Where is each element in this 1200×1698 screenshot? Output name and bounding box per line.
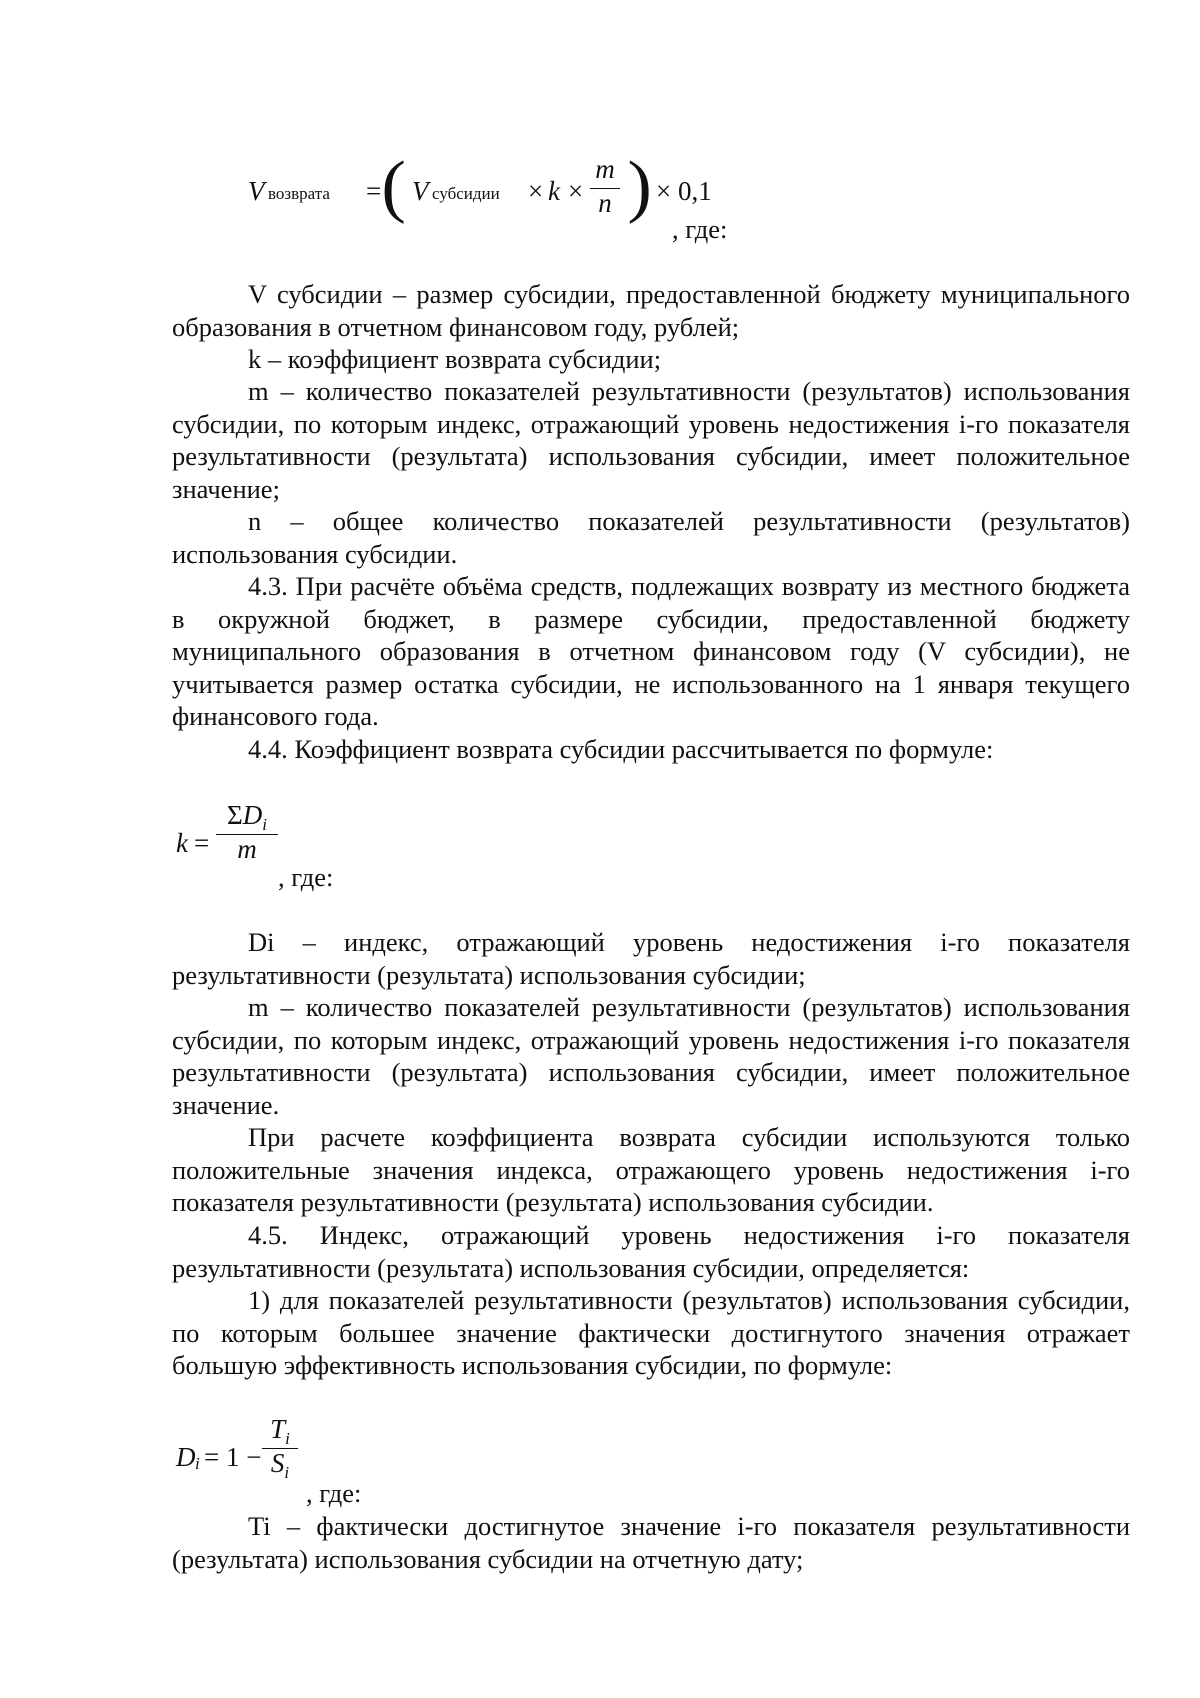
paragraph-m-count-2: m – количество показателей результативности (результатов) использования субсидии, по которым индекс, отражающий уровень недостижения i-го показателя результативности (результата) использования субсидии, имеет положительное значение.	[172, 992, 1130, 1120]
paragraph-4-4: 4.4. Коэффициент возврата субсидии рассчитывается по формуле:	[248, 734, 994, 764]
fraction-numerator	[216, 800, 278, 834]
fraction-sum-d-over-m	[216, 800, 278, 865]
sigma-symbol: Σ	[227, 800, 243, 830]
formula-di	[176, 1414, 316, 1494]
s-subscript: i	[284, 1463, 290, 1482]
t-subscript: i	[285, 1429, 290, 1448]
paragraph-ti-value: Ti – фактически достигнутое значение i-го показателя результативности (результата) использования субсидии на отчетную дату;	[172, 1511, 1130, 1574]
left-paren: (	[381, 148, 406, 225]
formula-k: k	[548, 176, 560, 206]
s-symbol: S	[270, 1448, 285, 1478]
formula-times-factor: × 0,1	[656, 176, 712, 206]
paragraph-k-coefficient: k – коэффициент возврата субсидии;	[248, 344, 662, 374]
paragraph-item-1: 1) для показателей результативности (результатов) использования субсидии, по которым большее значение фактически достигнутого значения отражает большую эффективность использования субсидии, по формуле:	[172, 1285, 1130, 1380]
paragraph-v-subsidy: V субсидии – размер субсидии, предоставленной бюджету муниципального образования в отчетном финансовом году, рублей;	[172, 279, 1130, 342]
formula-k-lhs: k	[176, 828, 188, 858]
formula-lhs-subscript: возврата	[268, 184, 330, 203]
formula-times-2: ×	[568, 176, 584, 206]
paragraph-n-total: n – общее количество показателей результативности (результатов) использования субсидии.	[172, 506, 1130, 569]
fraction-denominator: n	[598, 188, 612, 218]
fraction-denominator	[262, 1448, 298, 1482]
fraction-denominator: m	[237, 834, 257, 864]
paragraph-di-index: Di – индекс, отражающий уровень недостижения i-го показателя результативности (результата) использования субсидии;	[172, 927, 1130, 990]
formula-v-subscript: субсидии	[432, 184, 500, 203]
formula-di-where-label: , где:	[306, 1478, 362, 1508]
formula-k-equals: =	[194, 828, 210, 858]
formula-di-lhs-subscript: i	[195, 1454, 200, 1473]
paragraph-4-5: 4.5. Индекс, отражающий уровень недостижения i-го показателя результативности (результата) использования субсидии, определяется:	[172, 1220, 1130, 1283]
fraction-numerator	[262, 1414, 298, 1448]
formula-di-lhs: D	[176, 1442, 196, 1472]
formula-times-1: ×	[528, 176, 544, 206]
formula-k-where-label: , где:	[278, 862, 334, 892]
fraction-numerator: m	[595, 154, 615, 184]
i-subscript: i	[262, 815, 267, 834]
formula-lhs: V	[248, 176, 265, 206]
paragraph-4-3: 4.3. При расчёте объёма средств, подлежащих возврату из местного бюджета в окружной бюджет, в размере субсидии, предоставленной бюджету муниципального образования в отчетном финансовом году (V субсидии), не учитывается размер остатка субсидии, не использованного на 1 января текущего финансового года.	[172, 571, 1130, 731]
right-paren: )	[627, 148, 652, 225]
t-symbol: T	[270, 1414, 286, 1444]
formula-where-label: , где:	[672, 214, 728, 244]
formula-v: V	[412, 176, 429, 206]
fraction-m-over-n	[590, 154, 620, 219]
fraction-t-over-s	[262, 1414, 298, 1482]
paragraph-positive-values: При расчете коэффициента возврата субсидии используются только положительные значения индекса, отражающего уровень недостижения i-го показателя результативности (результата) использования субсидии.	[172, 1122, 1130, 1217]
formula-equals: =	[366, 176, 382, 206]
d-symbol: D	[242, 800, 263, 830]
formula-di-equals-one-minus: = 1 −	[204, 1442, 262, 1472]
paragraph-m-count: m – количество показателей результативности (результатов) использования субсидии, по которым индекс, отражающий уровень недостижения i-го показателя результативности (результата) использования субсидии, имеет положительное значение;	[172, 376, 1130, 504]
